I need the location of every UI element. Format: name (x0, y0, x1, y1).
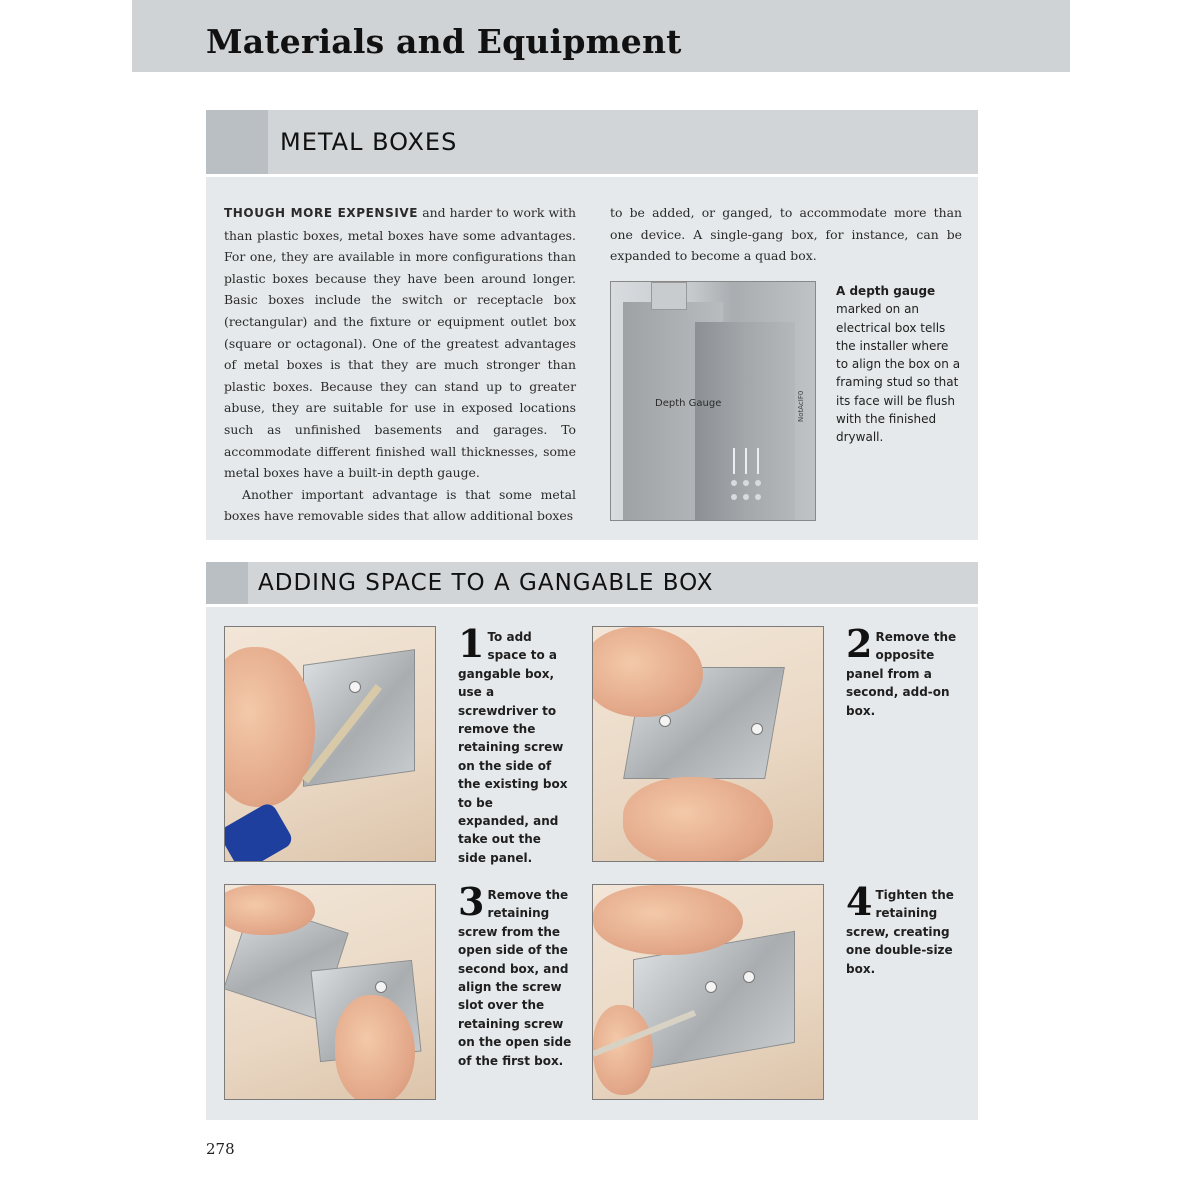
hand-image (592, 627, 703, 717)
metal-boxes-heading: METAL BOXES (280, 128, 458, 156)
screw-image (659, 715, 671, 727)
hand-image (224, 647, 315, 807)
gauge-dot (755, 480, 761, 486)
screw-image (751, 723, 763, 735)
page-title: Materials and Equipment (206, 22, 682, 61)
gauge-dot (731, 494, 737, 500)
step-text: Remove the retaining screw from the open side of the second box, and align the screw slot over the retaining screw on the open side of the first box. (458, 888, 572, 1068)
paragraph-2: Another important advantage is that some metal boxes have removable sides that allow additional boxes (224, 486, 576, 524)
header-tab-block (206, 562, 248, 604)
header-tab-block (206, 110, 268, 174)
metal-boxes-panel (206, 110, 978, 540)
step-text: To add space to a gangable box, use a screwdriver to remove the retaining screw on the side of the existing box to be expanded, and take out the side panel. (458, 630, 568, 865)
gangable-heading: ADDING SPACE TO A GANGABLE BOX (258, 570, 714, 596)
step-2-photo (592, 626, 824, 862)
screwdriver-handle-image (224, 801, 295, 862)
gauge-dot (743, 480, 749, 486)
depth-gauge-caption (836, 282, 962, 447)
depth-gauge-label: Depth Gauge (655, 398, 722, 409)
step-3-photo (224, 884, 436, 1100)
step-4-photo (592, 884, 824, 1100)
paragraph-1: and harder to work with than plastic boxes, metal boxes have some advantages. For one, they are available in more configurations than plastic boxes because they have been around longer. Basic boxes include the switch or receptacle box (rectangular) and the fixture or equipment outlet box (square or octagonal). One of the greatest advantages of metal boxes is that they are much stronger than plastic boxes. Because they can stand up to greater abuse, they are suitable for use in exposed locations such as unfinished basements and garages. To accommodate different finished wall thicknesses, some metal boxes have a built-in depth gauge. (224, 205, 576, 481)
step-2 (846, 621, 964, 720)
gauge-dot (731, 480, 737, 486)
gauge-dot (743, 494, 749, 500)
gangable-box-panel (206, 562, 978, 1120)
gauge-dot (755, 494, 761, 500)
metal-boxes-column-1 (224, 202, 576, 527)
screw-image (375, 981, 387, 993)
mounting-tab-image (651, 282, 687, 310)
caption-text: marked on an electrical box tells the installer where to align the box on a framing stud so that its face will be flush with the finished drywall. (836, 302, 961, 445)
step-number: 1 (458, 621, 485, 666)
page-number: 278 (206, 1140, 235, 1158)
step-number: 3 (458, 879, 485, 924)
hand-image (623, 777, 773, 862)
box-stamp-text: NotAcIF0 (797, 390, 805, 422)
screw-image (743, 971, 755, 983)
screw-image (349, 681, 361, 693)
step-number: 4 (846, 879, 873, 924)
step-text: Remove the opposite panel from a second, add-on box. (846, 630, 957, 718)
step-3 (458, 879, 574, 1070)
step-4 (846, 879, 964, 978)
metal-boxes-column-2: to be added, or ganged, to accommodate more than one device. A single-gang box, for instance, can be expanded to become a quad box. (610, 205, 962, 264)
screw-image (705, 981, 717, 993)
step-number: 2 (846, 621, 873, 666)
gauge-mark (757, 448, 759, 474)
gauge-mark (745, 448, 747, 474)
depth-gauge-photo (610, 281, 816, 521)
caption-lead: A depth gauge (836, 284, 936, 298)
gauge-mark (733, 448, 735, 474)
step-1 (458, 621, 568, 867)
hand-image (593, 885, 743, 955)
hand-image (224, 885, 315, 935)
lead-in: THOUGH MORE EXPENSIVE (224, 206, 419, 220)
step-1-photo (224, 626, 436, 862)
gangable-header (206, 562, 978, 607)
step-text: Tighten the retaining screw, creating one double-size box. (846, 888, 954, 976)
box-front-image (695, 322, 795, 520)
metal-boxes-header (206, 110, 978, 177)
